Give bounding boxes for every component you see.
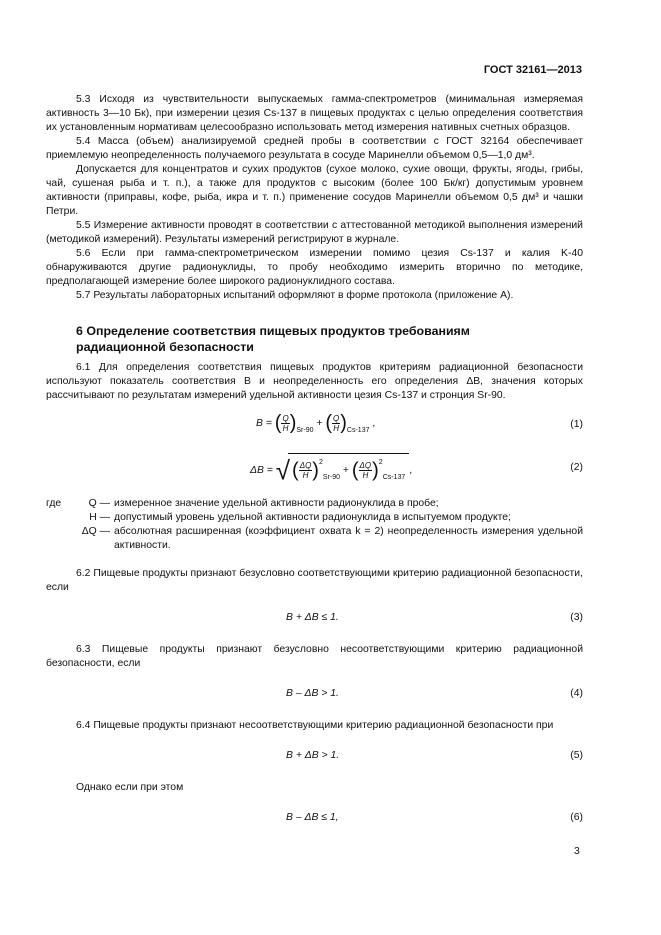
formula-5 (46, 743, 583, 771)
paragraph-5-3: 5.3 Исходя из чувствительности выпускаемых гамма-спектрометров (минимальная измеряемая активность 3—10 Бк), при измерении цезия Cs-137 в пищевых продуктах с целью определения соответствия их установленным нормативам целесообразно использовать метод измерения нативных счетных образцов. (46, 94, 583, 133)
formula-4-expression: B – ΔB > 1. (286, 688, 339, 699)
formula-5-expression: B + ΔB > 1. (286, 750, 340, 761)
paragraph-6-3: 6.3 Пищевые продукты признают безусловно несоответствующими критерию радиационной безопасности, если (46, 644, 583, 669)
formula-3 (46, 605, 583, 633)
where-description: абсолютная расширенная (коэффициент охвата k = 2) неопределенность измерения удельной активности. (114, 526, 583, 551)
where-description: допустимый уровень удельной активности радионуклида в испытуемом продукте; (114, 512, 511, 523)
paragraph-allowed: Допускается для концентратов и сухих продуктов (сухое молоко, сухие овощи, фрукты, ягоды, грибы, чай, сушеная рыба и т. п.), а также для продуктов с высоким (более 100 Бк/кг) допустимым уровнем активности (приправы, кофе, рыба, икра и т. п.) применение сосудов Маринелли объемом 0,5 дм³ и чашки Петри. (46, 164, 583, 217)
paragraph-5-4: 5.4 Масса (объем) анализируемой средней пробы в соответствии с ГОСТ 32164 обеспечивает приемлемую неопределенность получаемого результата в сосуде Маринелли объемом 0,5—1,0 дм³. (46, 136, 583, 161)
where-symbol: H — (89, 512, 110, 523)
page-number: 3 (574, 846, 580, 857)
paragraph-6-1: 6.1 Для определения соответствия пищевых продуктов критериям радиационной безопасности используют показатель соответствия B и неопределенность его определения ΔB, значения которых рассчитывают по результатам измерений удельной активности цезия Cs-137 и стронция Sr-90. (46, 362, 583, 401)
formula-1-sub-b: Cs-137 (346, 426, 370, 434)
section-6-title-line1: 6 Определение соответствия пищевых продуктов требованиям (76, 324, 470, 338)
where-symbol: Q — (88, 498, 110, 509)
formula-1-number: (1) (570, 419, 583, 430)
where-row-h (46, 511, 583, 525)
formula-2-pow-b: 2 (378, 459, 383, 466)
formula-2-sub-b: Cs-137 (382, 474, 406, 481)
formula-6-number: (6) (570, 812, 583, 823)
section-6-title-line2: радиационной безопасности (76, 340, 254, 354)
formula-1-plus: + (316, 417, 323, 429)
formula-6-expression: B – ΔB ≤ 1, (286, 812, 339, 823)
paragraph-however: Однако если при этом (76, 782, 184, 793)
where-block (46, 497, 583, 553)
formula-2-den-b: H (362, 470, 369, 480)
where-row-q (46, 497, 583, 511)
formula-2-num-a: ΔQ (299, 460, 312, 470)
document-header: ГОСТ 32161—2013 (483, 64, 582, 76)
formula-2 (46, 449, 583, 489)
formula-1-expression: B = ( $\frac{Q}{H}$ )$_{Sr-90}$ + ( $\frac{Q}{H}$ )$_{Cs-137}$ , (256, 412, 376, 434)
paragraph-5-6: 5.6 Если при гамма-спектрометрическом измерении помимо цезия Cs-137 и калия K-40 обнаруживаются другие радионуклиды, то пробу необходимо измерить вторично по методике, предполагающей измерение более широкого радионуклидного состава. (46, 248, 583, 287)
formula-2-den-a: H (302, 470, 309, 480)
formula-1-tail: , (372, 417, 376, 429)
formula-1-den-a: H (282, 423, 289, 433)
formula-2-radicand: ( $\frac{\Delta Q}{H}$ )$^2_{Sr-90}$ + ( $\frac{\Delta Q}{H}$ )$^2_{Cs-137}$ (288, 453, 409, 485)
where-description: измеренное значение удельной активности радионуклида в пробе; (114, 498, 439, 509)
formula-1 (46, 409, 583, 443)
formula-3-number: (3) (570, 612, 583, 623)
formula-2-pow-a: 2 (318, 459, 323, 466)
formula-6 (46, 805, 583, 833)
formula-5-number: (5) (570, 750, 583, 761)
paragraph-6-4: 6.4 Пищевые продукты признают несоответствующими критерию радиационной безопасности при (76, 720, 554, 731)
formula-2-number: (2) (570, 462, 583, 473)
where-label: где (46, 498, 62, 509)
formula-1-sub-a: Sr-90 (296, 426, 314, 434)
paragraph-5-7: 5.7 Результаты лабораторных испытаний оформляют в форме протокола (приложение А). (76, 290, 514, 301)
page-content (46, 93, 583, 843)
formula-2-plus: + (342, 465, 349, 476)
section-6-title (46, 323, 583, 355)
formula-2-lhs: ΔB = (250, 465, 273, 476)
formula-2-expression (250, 453, 412, 485)
formula-3-expression: B + ΔB ≤ 1. (286, 612, 339, 623)
formula-4 (46, 681, 583, 709)
formula-2-tail: , (409, 465, 413, 476)
formula-2-num-b: ΔQ (359, 460, 372, 470)
formula-1-num-a: Q (282, 413, 289, 423)
formula-1-lhs: B = (256, 417, 272, 429)
formula-1-num-b: Q (333, 413, 340, 423)
formula-1-den-b: H (333, 423, 340, 433)
paragraph-5-5: 5.5 Измерение активности проводят в соответствии с аттестованной методикой выполнения измерений (методикой измерений). Результаты измерений регистрируют в журнале. (46, 220, 583, 245)
where-row-dq (46, 525, 583, 553)
formula-2-sub-a: Sr-90 (322, 474, 340, 481)
formula-4-number: (4) (570, 688, 583, 699)
where-symbol: ΔQ — (81, 526, 110, 537)
paragraph-6-2: 6.2 Пищевые продукты признают безусловно соответствующими критерию радиационной безопасности, если (46, 568, 583, 593)
sqrt-icon: √ (275, 455, 291, 486)
